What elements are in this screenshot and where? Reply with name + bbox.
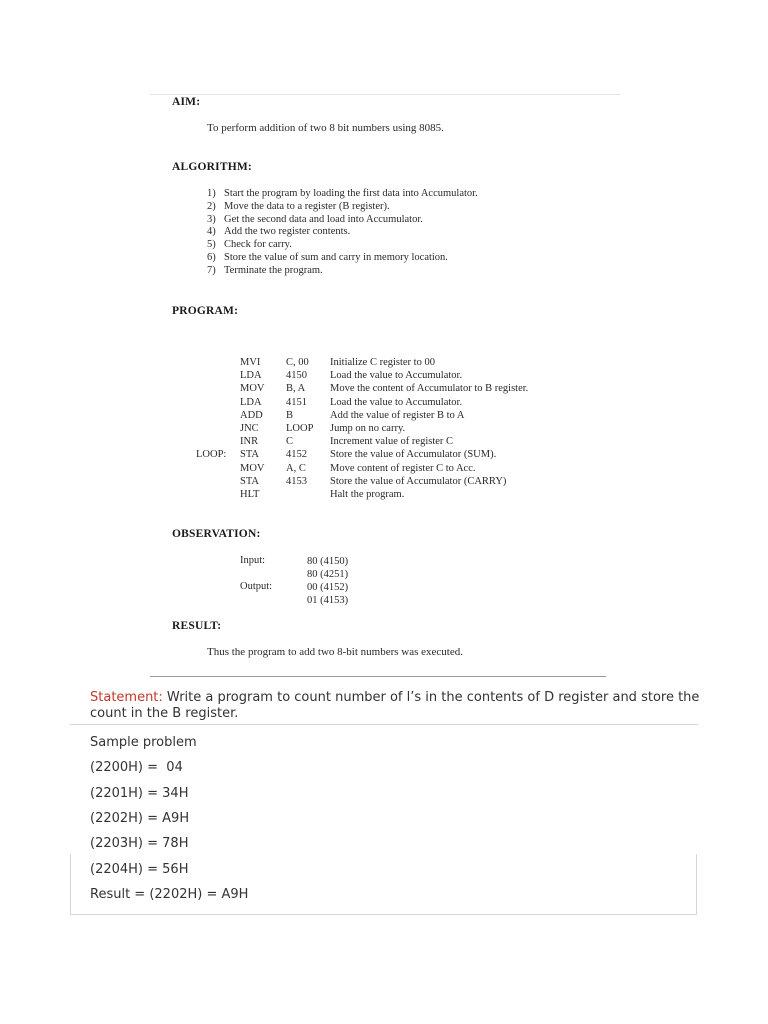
result-text: Thus the program to add two 8-bit numbers was executed. (207, 646, 463, 658)
sample-line: (2204H) = 56H (90, 862, 189, 877)
input-values: 80 (4150) 80 (4251) (307, 556, 349, 580)
statement-text (90, 690, 710, 722)
box-border-right (696, 854, 697, 914)
top-divider (150, 94, 620, 95)
sample-heading: Sample problem (90, 735, 197, 750)
sample-line: (2203H) = 78H (90, 836, 189, 851)
program-heading: PROGRAM: (172, 305, 239, 317)
aim-heading: AIM: (172, 96, 201, 108)
input-label: Input: (240, 555, 266, 566)
algorithm-step: 7) Terminate the program. (207, 264, 323, 276)
algorithm-step: 6) Store the value of sum and carry in memory location. (207, 251, 448, 263)
statement-lead: Statement: (90, 690, 163, 705)
algorithm-heading: ALGORITHM: (172, 161, 252, 173)
aim-text: To perform addition of two 8 bit numbers using 8085. (207, 122, 444, 134)
output-values: 00 (4152) 01 (4153) (307, 582, 349, 606)
box-border-left (70, 854, 71, 914)
sample-line: (2201H) = 34H (90, 786, 189, 801)
sample-line: (2202H) = A9H (90, 811, 190, 826)
algorithm-step: 3) Get the second data and load into Accumulator. (207, 213, 423, 225)
algorithm-step: 1) Start the program by loading the first data into Accumulator. (207, 188, 478, 199)
observation-heading: OBSERVATION: (172, 528, 261, 540)
scan-bottom-divider (150, 676, 606, 677)
algorithm-step: 2) Move the data to a register (B register). (207, 200, 390, 212)
sample-line: (2200H) = 04 (90, 760, 183, 775)
statement-divider (70, 724, 698, 725)
sample-result: Result = (2202H) = A9H (90, 887, 249, 902)
algorithm-step: 4) Add the two register contents. (207, 226, 351, 238)
output-label: Output: (240, 581, 273, 592)
scanned-lab-page: AIM: To perform addition of two 8 bit numbers using 8085. ALGORITHM: 1) Start the program by loading the first data into Accumulator. 2) Move the data to a register (B register). 3) Get the second data and load into Accumulator. 4) Add the two register contents. 5) Check for carry. 6) Store the value of sum and carry in memory location. 7) Terminate the program. PROGRAM: MVI C, 00 Initialize C register to 00 LDA 4150 Load the value to Accumulator. MOV B, A Move the content of Accumulator to B register. LDA 4151 Load the value to Accumulator. ADD B Add the value of register B to A JNC LOOP Jump on no carry. INR C Increment value of register C LOOP: STA 4152 Store the value of Accumulator (SUM). MOV A, C Move content of register C to Acc. STA 4153 Store the value of Accumulator (CARRY) HLT Halt the program. OBSERVATION: Input: 80 (4150) 80 (4251) Output: 00 (4152) 01 (4153) RESULT: Thus the program to add two 8-bit numbers was executed. (150, 92, 620, 672)
result-heading: RESULT: (172, 620, 222, 632)
statement-body: Write a program to count number of l’s in the contents of D register and store the count in the B register. (90, 690, 700, 721)
box-border-bottom (70, 914, 697, 915)
algorithm-list (207, 188, 478, 278)
algorithm-step: 5) Check for carry. (207, 239, 292, 251)
